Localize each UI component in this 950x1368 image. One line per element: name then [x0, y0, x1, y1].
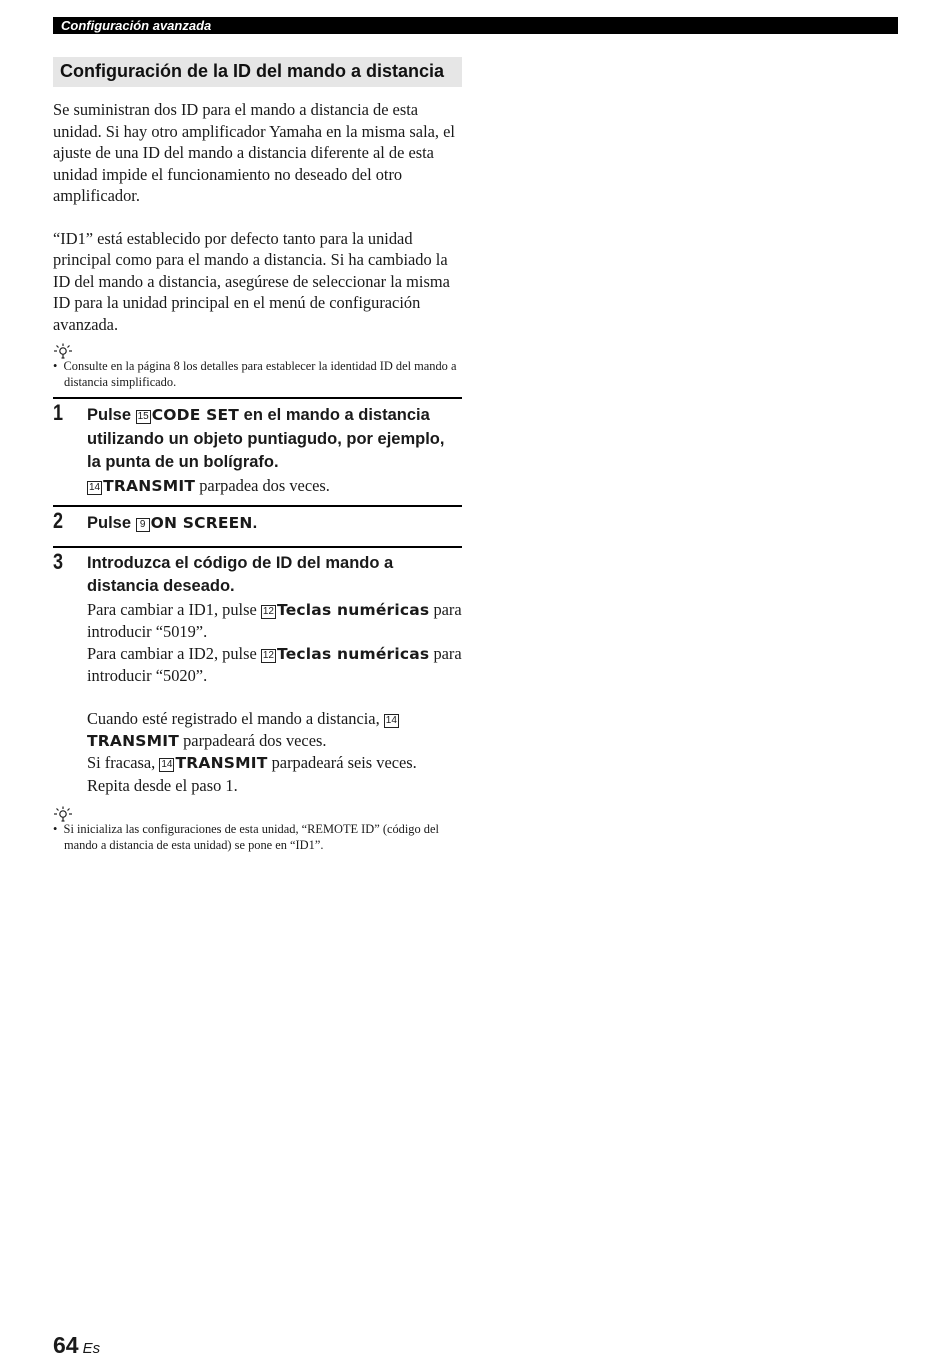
- tip-note: [53, 822, 462, 853]
- step-body-text: Para cambiar a ID1, pulse: [87, 599, 261, 619]
- key-number-badge: 15: [137, 411, 149, 422]
- step-body-text: Para cambiar a ID2, pulse: [87, 643, 261, 663]
- step-line: [87, 643, 462, 687]
- step-heading-text: Pulse: [87, 406, 136, 424]
- button-name: Teclas numéricas: [276, 644, 430, 663]
- step-number: 3: [53, 548, 64, 574]
- step-line: [87, 599, 462, 643]
- button-name: TRANSMIT: [87, 731, 180, 750]
- step-3: [53, 546, 462, 801]
- tip-icon: [53, 343, 73, 359]
- step-heading: [87, 404, 462, 475]
- tip-bullet: •: [53, 822, 58, 836]
- step-heading: Introduzca el código de ID del mando a distancia deseado.: [87, 553, 394, 595]
- step-heading: [87, 512, 462, 536]
- header-title: Configuración avanzada: [61, 18, 212, 33]
- step-heading-text: .: [252, 514, 258, 532]
- tip-bullet: •: [53, 359, 58, 373]
- intro-paragraph: Se suministran dos ID para el mando a distancia de esta unidad. Si hay otro amplificador Yamaha en la misma sala, el ajuste de una ID del mando a distancia diferente al de esta unidad impide el funcionamiento no deseado del otro amplificador.: [53, 100, 455, 205]
- step-body: [87, 475, 462, 498]
- step-heading-text: en el mando a distancia utilizando un objeto puntiagudo, por ejemplo, la punta de un bolígrafo.: [87, 406, 445, 471]
- button-name: TRANSMIT: [103, 476, 196, 495]
- step-body-text: parpadeará seis veces.: [267, 753, 417, 772]
- step-body-text: parpadea dos veces.: [195, 475, 330, 495]
- step-number: 2: [53, 508, 64, 533]
- header-bar: [53, 17, 898, 34]
- step-body-text: Si fracasa,: [87, 753, 160, 772]
- step-body-text: para introducir “5019”.: [87, 599, 462, 641]
- button-name: CODE SET: [151, 406, 240, 424]
- page-number: 64: [53, 1332, 79, 1358]
- step-body: [87, 599, 462, 797]
- step-body-text: Cuando esté registrado el mando a distancia,: [87, 709, 384, 728]
- button-name: Teclas numéricas: [276, 600, 430, 619]
- step-line: [87, 752, 462, 775]
- main-column: [53, 57, 462, 853]
- default-id-paragraph: “ID1” está establecido por defecto tanto para la unidad principal como para el mando a distancia. Si ha cambiado la ID del mando a distancia, asegúrese de seleccionar la misma ID para la unidad principal en el menú de configuración avanzada.: [53, 228, 450, 334]
- key-number-badge: 14: [89, 481, 101, 493]
- step-heading-text: Pulse: [87, 514, 136, 532]
- key-number-badge: 14: [161, 759, 173, 770]
- button-name: ON SCREEN: [150, 514, 253, 532]
- section-title: Configuración de la ID del mando a distancia: [53, 57, 462, 87]
- spacer: [87, 687, 462, 709]
- step-body-text: para introducir “5020”.: [87, 643, 462, 685]
- step-number: 1: [53, 400, 64, 425]
- tip-text: Si inicializa las configuraciones de esta unidad, “REMOTE ID” (código del mando a distancia de esta unidad) se pone en “ID1”.: [63, 822, 439, 852]
- step-line: Repita desde el paso 1.: [87, 775, 238, 795]
- tip-text: Consulte en la página 8 los detalles para establecer la identidad ID del mando a distancia simplificado.: [63, 359, 457, 389]
- step-1: [53, 397, 462, 505]
- key-number-badge: 9: [136, 518, 150, 532]
- step-2: [53, 505, 462, 546]
- key-number-badge: 14: [385, 715, 397, 726]
- key-number-badge: 12: [262, 605, 274, 617]
- tip-block: [53, 806, 462, 853]
- step-line: [87, 708, 462, 752]
- tip-block: [53, 343, 462, 390]
- button-name: TRANSMIT: [175, 754, 268, 772]
- language-code: Es: [82, 1340, 101, 1357]
- step-body-text: parpadeará dos veces.: [179, 730, 327, 750]
- tip-note: [53, 359, 462, 390]
- key-number-badge: 12: [262, 649, 274, 661]
- page-footer: [53, 1332, 100, 1359]
- tip-icon: [53, 806, 73, 822]
